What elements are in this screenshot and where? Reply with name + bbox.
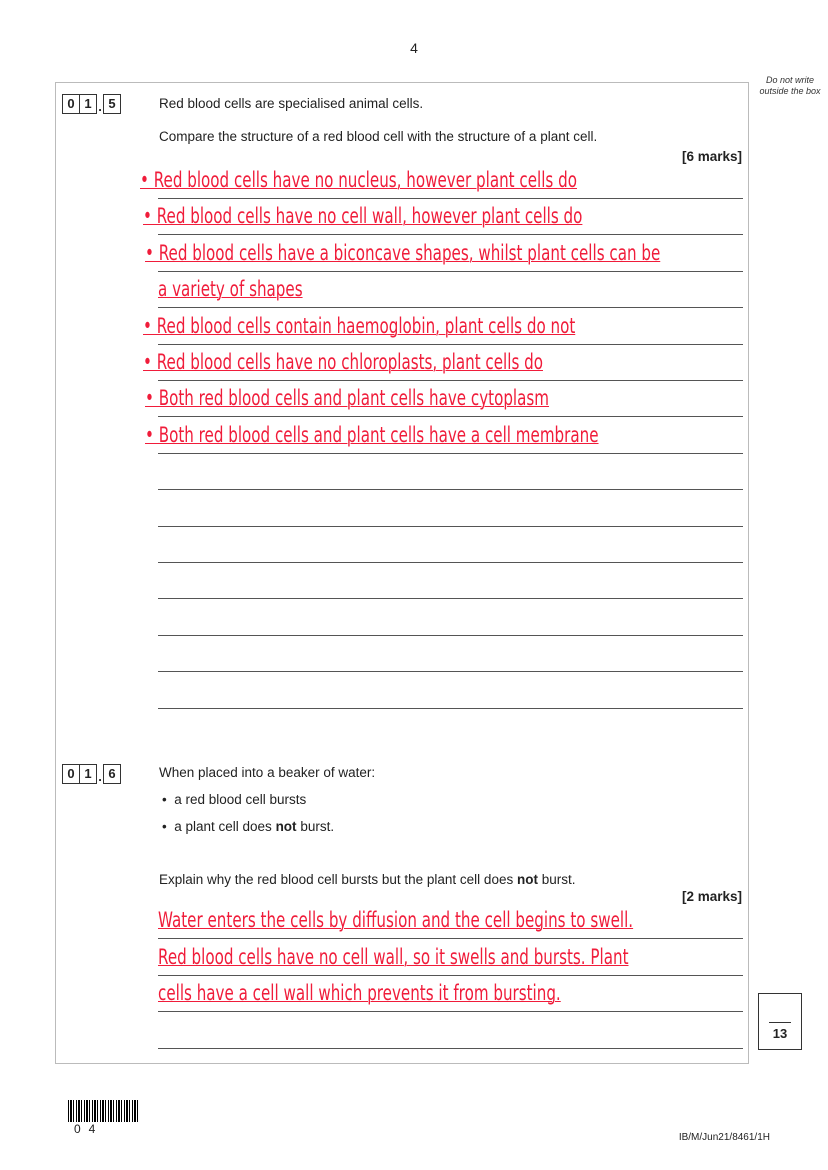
answer-line[interactable] [158, 598, 743, 599]
page-total: 13 [772, 1026, 788, 1041]
question-number-016: 0 1 . 6 [62, 764, 121, 784]
bullet-text: a red blood cell bursts [174, 792, 307, 807]
bold-text: not [275, 819, 297, 834]
digit: 0 [62, 94, 80, 114]
page-number: 4 [410, 40, 418, 56]
bullet-text: burst. [296, 819, 335, 834]
handwritten-answer: cells have a cell wall which prevents it from bursting. [158, 981, 561, 1006]
answer-line[interactable] [158, 234, 743, 235]
page-total-box [758, 993, 802, 1050]
answer-line[interactable] [158, 1048, 743, 1049]
handwritten-answer: • Red blood cells contain haemoglobin, plant cells do not [143, 313, 576, 338]
prompt-text: burst. [537, 872, 576, 887]
answer-line[interactable] [158, 526, 743, 527]
barcode [68, 1100, 138, 1122]
handwritten-answer: • Red blood cells have no chloroplasts, plant cells do [143, 350, 543, 374]
bold-text: not [516, 872, 538, 887]
digit: 1 [80, 764, 97, 784]
digit: 5 [103, 94, 121, 114]
answer-line[interactable] [158, 416, 743, 417]
marks-label: [6 marks] [681, 149, 742, 164]
answer-line[interactable] [158, 671, 743, 672]
handwritten-answer: Water enters the cells by diffusion and the cell begins to swell. [158, 908, 634, 932]
answer-line[interactable] [158, 344, 743, 345]
question-prompt: Compare the structure of a red blood cell with the structure of a plant cell. [159, 129, 598, 144]
footer-code: IB/M/Jun21/8461/1H [678, 1132, 770, 1143]
handwritten-answer: Red blood cells have no cell wall, so it swells and bursts. Plant [158, 944, 629, 969]
handwritten-answer: • Both red blood cells and plant cells have a cell membrane [145, 422, 599, 447]
handwritten-answer: • Red blood cells have no nucleus, however plant cells do [140, 168, 577, 192]
digit: 0 [62, 764, 80, 784]
bullet-text: a plant cell does [174, 819, 276, 834]
question-intro: Red blood cells are specialised animal cells. [159, 96, 424, 111]
answer-line[interactable] [158, 938, 743, 939]
answer-line[interactable] [158, 975, 743, 976]
answer-line[interactable] [158, 708, 743, 709]
margin-note: Do not write outside the box [759, 75, 821, 96]
answer-line[interactable] [158, 271, 743, 272]
digit: 6 [103, 764, 121, 784]
bullet-item: • a plant cell does not burst. [162, 819, 335, 834]
question-number-015: 0 1 . 5 [62, 94, 121, 114]
answer-line[interactable] [158, 380, 743, 381]
handwritten-answer: • Red blood cells have a biconcave shapes, whilst plant cells can be [145, 240, 661, 265]
answer-line[interactable] [158, 307, 743, 308]
question-prompt [159, 872, 575, 887]
handwritten-answer: • Both red blood cells and plant cells have cytoplasm [145, 386, 550, 411]
answer-line[interactable] [158, 453, 743, 454]
marks-label: [2 marks] [681, 889, 742, 904]
answer-line[interactable] [158, 635, 743, 636]
answer-line[interactable] [158, 562, 743, 563]
answer-line[interactable] [158, 198, 743, 199]
digit: 1 [80, 94, 97, 114]
prompt-text: Explain why the red blood cell bursts but the plant cell does [159, 872, 517, 887]
bullet-item: • a red blood cell bursts [162, 792, 307, 807]
answer-line[interactable] [158, 1011, 743, 1012]
handwritten-answer: • Red blood cells have no cell wall, however plant cells do [143, 204, 583, 229]
barcode-number: 04 [74, 1122, 104, 1136]
question-intro: When placed into a beaker of water: [159, 765, 376, 780]
handwritten-answer: a variety of shapes [158, 277, 303, 302]
answer-line[interactable] [158, 489, 743, 490]
